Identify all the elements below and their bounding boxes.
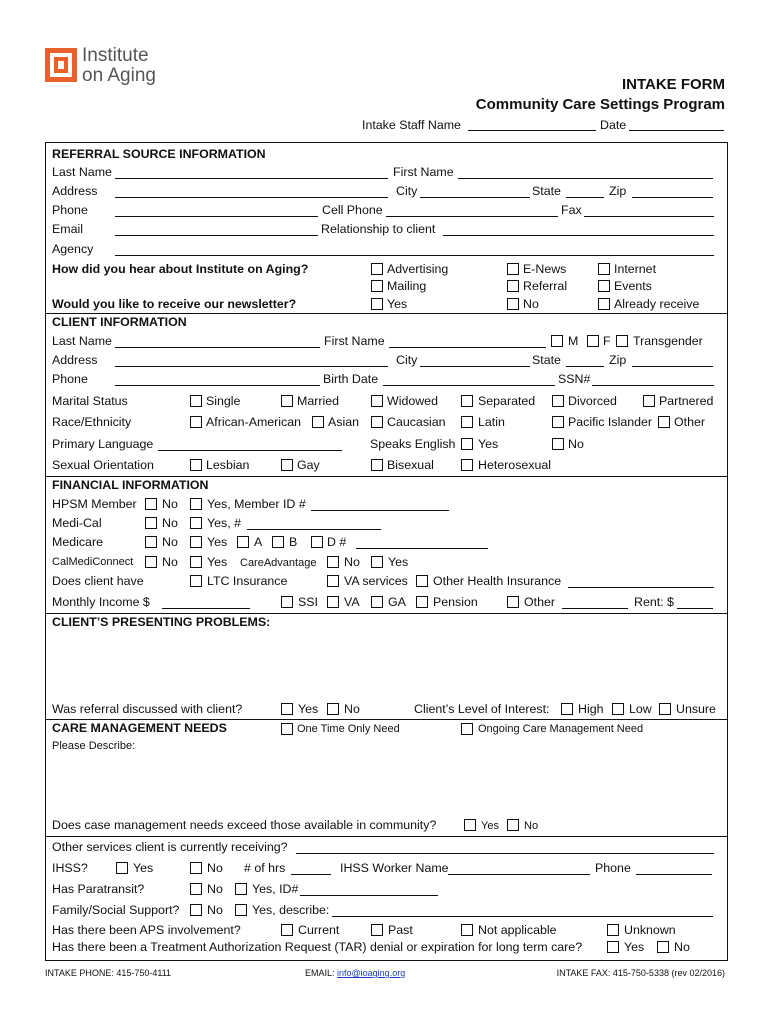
- referral-heading: REFERRAL SOURCE INFORMATION: [52, 147, 266, 161]
- enews-checkbox[interactable]: [507, 263, 519, 275]
- family-describe-field[interactable]: [332, 916, 713, 917]
- problems-heading: CLIENT’S PRESENTING PROBLEMS:: [52, 615, 271, 629]
- medicare-d-field[interactable]: [356, 548, 488, 549]
- client-state-field[interactable]: [566, 366, 604, 367]
- member-id-field[interactable]: [311, 510, 449, 511]
- divider: [46, 476, 727, 477]
- lesbian-label: Lesbian: [206, 458, 250, 472]
- rent-label: Rent: $: [634, 595, 674, 609]
- hpsm-yes-checkbox[interactable]: [190, 498, 202, 510]
- newsletter-no-label: No: [523, 297, 539, 311]
- tar-no-checkbox[interactable]: [657, 941, 669, 953]
- ref-fax-field[interactable]: [584, 216, 714, 217]
- interest-unsure-checkbox[interactable]: [659, 703, 671, 715]
- ga-checkbox[interactable]: [371, 596, 383, 608]
- footer-phone: INTAKE PHONE: 415-750-4111: [45, 968, 172, 978]
- separated-label: Separated: [478, 394, 536, 408]
- bisexual-label: Bisexual: [387, 458, 434, 472]
- aps-na-checkbox[interactable]: [461, 924, 473, 936]
- ref-relationship-label: Relationship to client: [321, 222, 436, 236]
- rent-field[interactable]: [677, 608, 713, 609]
- medicare-label: Medicare: [52, 535, 103, 549]
- family-no-checkbox[interactable]: [190, 904, 202, 916]
- calmedi-no-checkbox[interactable]: [145, 556, 157, 568]
- tar-question: Has there been a Treatment Authorization Request (TAR) denial or expiration for long term care?: [52, 940, 583, 954]
- mailing-checkbox[interactable]: [371, 280, 383, 292]
- client-phone-label: Phone: [52, 372, 88, 386]
- gay-checkbox[interactable]: [281, 459, 293, 471]
- interest-label: Client’s Level of Interest:: [414, 702, 550, 716]
- language-field[interactable]: [158, 450, 342, 451]
- footer-email-link[interactable]: info@ioaging.org: [337, 968, 406, 978]
- other-insurance-field[interactable]: [568, 587, 714, 588]
- language-label: Primary Language: [52, 437, 154, 451]
- ref-city-field[interactable]: [420, 197, 530, 198]
- discussed-yes-label: Yes: [298, 702, 319, 716]
- income-label: Monthly Income $: [52, 595, 150, 609]
- african-checkbox[interactable]: [190, 416, 202, 428]
- medicare-b-label: B: [289, 535, 298, 549]
- ref-state-field[interactable]: [566, 197, 604, 198]
- calmedi-no-label: No: [162, 555, 178, 569]
- one-time-label: One Time Only Need: [297, 723, 400, 735]
- gender-f-checkbox[interactable]: [587, 335, 599, 347]
- ref-email-label: Email: [52, 222, 83, 236]
- events-checkbox[interactable]: [598, 280, 610, 292]
- divider: [46, 613, 727, 614]
- married-checkbox[interactable]: [281, 395, 293, 407]
- family-yes-checkbox[interactable]: [235, 904, 247, 916]
- advertising-checkbox[interactable]: [371, 263, 383, 275]
- medical-yes-checkbox[interactable]: [190, 517, 202, 529]
- other-insurance-label: Other Health Insurance: [433, 574, 562, 588]
- newsletter-already-checkbox[interactable]: [598, 298, 610, 310]
- client-last-name-label: Last Name: [52, 334, 112, 348]
- ihss-no-label: No: [207, 861, 223, 875]
- ga-label: GA: [388, 595, 406, 609]
- calmedi-label: CalMediConnect: [52, 556, 134, 568]
- paratransit-yes-checkbox[interactable]: [235, 883, 247, 895]
- medical-no-checkbox[interactable]: [145, 517, 157, 529]
- exceed-yes-checkbox[interactable]: [464, 819, 476, 831]
- exceed-no-label: No: [524, 820, 539, 832]
- family-yes-label: Yes, describe:: [252, 903, 330, 917]
- race-other-label: Other: [674, 415, 705, 429]
- hetero-checkbox[interactable]: [461, 459, 473, 471]
- pacific-checkbox[interactable]: [552, 416, 564, 428]
- referral-label: Referral: [523, 279, 568, 293]
- worker-name-label: IHSS Worker Name: [340, 861, 449, 875]
- ssi-label: SSI: [298, 595, 318, 609]
- aps-past-label: Past: [388, 923, 413, 937]
- client-zip-field[interactable]: [632, 366, 713, 367]
- client-city-field[interactable]: [420, 366, 530, 367]
- aps-question: Has there been APS involvement?: [52, 923, 241, 937]
- client-phone-field[interactable]: [115, 385, 320, 386]
- client-last-name-field[interactable]: [115, 347, 320, 348]
- divider: [46, 313, 727, 314]
- client-zip-label: Zip: [609, 353, 627, 367]
- medicare-b-checkbox[interactable]: [272, 536, 284, 548]
- mailing-label: Mailing: [387, 279, 427, 293]
- separated-checkbox[interactable]: [461, 395, 473, 407]
- form-title: INTAKE FORM: [621, 76, 725, 93]
- divider: [46, 719, 727, 720]
- hpsm-label: HPSM Member: [52, 497, 137, 511]
- logo-text-line2: on Aging: [82, 65, 156, 86]
- hetero-label: Heterosexual: [478, 458, 552, 472]
- events-label: Events: [614, 279, 652, 293]
- tar-no-label: No: [674, 940, 690, 954]
- va-checkbox[interactable]: [327, 596, 339, 608]
- careadvantage-yes-checkbox[interactable]: [371, 556, 383, 568]
- va-label: VA: [344, 595, 360, 609]
- other-services-question: Other services client is currently receiving?: [52, 840, 288, 854]
- ref-agency-label: Agency: [52, 242, 94, 256]
- gay-label: Gay: [297, 458, 320, 472]
- partnered-checkbox[interactable]: [643, 395, 655, 407]
- ihss-no-checkbox[interactable]: [190, 862, 202, 874]
- aps-unknown-checkbox[interactable]: [607, 924, 619, 936]
- gender-m-checkbox[interactable]: [551, 335, 563, 347]
- calmedi-yes-checkbox[interactable]: [190, 556, 202, 568]
- discussed-no-checkbox[interactable]: [327, 703, 339, 715]
- newsletter-question: Would you like to receive our newsletter?: [52, 297, 297, 311]
- race-label: Race/Ethnicity: [52, 415, 132, 429]
- exceed-question: Does case management needs exceed those available in community?: [52, 818, 437, 832]
- date-field[interactable]: [629, 130, 724, 131]
- divorced-checkbox[interactable]: [552, 395, 564, 407]
- marital-label: Marital Status: [52, 394, 128, 408]
- speaks-english-label: Speaks English: [370, 437, 456, 451]
- latin-label: Latin: [478, 415, 505, 429]
- enews-label: E-News: [523, 262, 567, 276]
- worker-name-field[interactable]: [448, 874, 590, 875]
- interest-low-label: Low: [629, 702, 652, 716]
- tar-yes-checkbox[interactable]: [607, 941, 619, 953]
- discussed-no-label: No: [344, 702, 360, 716]
- widowed-checkbox[interactable]: [371, 395, 383, 407]
- interest-high-label: High: [578, 702, 604, 716]
- english-yes-checkbox[interactable]: [461, 438, 473, 450]
- newsletter-no-checkbox[interactable]: [507, 298, 519, 310]
- footer-fax: INTAKE FAX: 415-750-5338 (rev 02/2016): [556, 968, 725, 978]
- family-no-label: No: [207, 903, 223, 917]
- discussed-question: Was referral discussed with client?: [52, 702, 243, 716]
- medical-yes-label: Yes, #: [207, 516, 241, 530]
- paratransit-no-checkbox[interactable]: [190, 883, 202, 895]
- caucasian-label: Caucasian: [387, 415, 446, 429]
- ref-phone-field[interactable]: [115, 216, 318, 217]
- ref-first-name-field[interactable]: [458, 178, 713, 179]
- care-describe-area[interactable]: [52, 756, 712, 814]
- date-label: Date: [600, 118, 627, 132]
- client-heading: CLIENT INFORMATION: [52, 315, 187, 329]
- ref-first-name-label: First Name: [393, 165, 454, 179]
- problems-area[interactable]: [52, 632, 712, 698]
- ref-phone-label: Phone: [52, 203, 88, 217]
- ref-zip-label: Zip: [609, 184, 627, 198]
- ref-last-name-label: Last Name: [52, 165, 112, 179]
- how-hear-question: How did you hear about Institute on Aging?: [52, 262, 309, 276]
- ref-address-field[interactable]: [115, 197, 388, 198]
- english-no-checkbox[interactable]: [552, 438, 564, 450]
- medicare-a-label: A: [254, 535, 263, 549]
- paratransit-no-label: No: [207, 882, 223, 896]
- paratransit-yes-label: Yes, ID#: [252, 882, 299, 896]
- tar-yes-label: Yes: [624, 940, 645, 954]
- income-other-label: Other: [524, 595, 555, 609]
- gender-f-label: F: [603, 334, 611, 348]
- discussed-yes-checkbox[interactable]: [281, 703, 293, 715]
- birth-date-field[interactable]: [383, 385, 555, 386]
- hpsm-no-checkbox[interactable]: [145, 498, 157, 510]
- caucasian-checkbox[interactable]: [371, 416, 383, 428]
- gender-transgender-label: Transgender: [633, 334, 703, 348]
- financial-heading: FINANCIAL INFORMATION: [52, 478, 209, 492]
- divider: [46, 836, 727, 837]
- married-label: Married: [297, 394, 339, 408]
- logo-text-line1: Institute: [82, 45, 149, 66]
- ssn-field[interactable]: [592, 385, 714, 386]
- ref-state-label: State: [532, 184, 561, 198]
- english-yes-label: Yes: [478, 437, 499, 451]
- aps-unknown-label: Unknown: [624, 923, 676, 937]
- aps-past-checkbox[interactable]: [371, 924, 383, 936]
- hpsm-yes-label: Yes, Member ID #: [207, 497, 306, 511]
- english-no-label: No: [568, 437, 584, 451]
- income-field[interactable]: [162, 608, 250, 609]
- client-address-field[interactable]: [115, 366, 388, 367]
- one-time-checkbox[interactable]: [281, 723, 293, 735]
- careadvantage-no-label: No: [344, 555, 360, 569]
- ref-cell-label: Cell Phone: [322, 203, 383, 217]
- medical-label: Medi-Cal: [52, 516, 102, 530]
- va-services-checkbox[interactable]: [327, 575, 339, 587]
- single-checkbox[interactable]: [190, 395, 202, 407]
- medical-no-label: No: [162, 516, 178, 530]
- worker-phone-label: Phone: [595, 861, 631, 875]
- aps-na-label: Not applicable: [478, 923, 557, 937]
- medicare-d-checkbox[interactable]: [311, 536, 323, 548]
- interest-unsure-label: Unsure: [676, 702, 716, 716]
- ref-address-label: Address: [52, 184, 98, 198]
- other-insurance-checkbox[interactable]: [416, 575, 428, 587]
- ongoing-checkbox[interactable]: [461, 723, 473, 735]
- newsletter-yes-checkbox[interactable]: [371, 298, 383, 310]
- ongoing-label: Ongoing Care Management Need: [478, 723, 644, 735]
- income-other-field[interactable]: [562, 608, 628, 609]
- ihss-yes-label: Yes: [133, 861, 154, 875]
- ref-last-name-field[interactable]: [115, 178, 388, 179]
- exceed-yes-label: Yes: [481, 820, 499, 832]
- african-label: African-American: [206, 415, 302, 429]
- bisexual-checkbox[interactable]: [371, 459, 383, 471]
- ssi-checkbox[interactable]: [281, 596, 293, 608]
- divorced-label: Divorced: [568, 394, 617, 408]
- client-first-name-field[interactable]: [389, 347, 546, 348]
- gender-transgender-checkbox[interactable]: [616, 335, 628, 347]
- asian-label: Asian: [328, 415, 359, 429]
- hpsm-no-label: No: [162, 497, 178, 511]
- footer-email-label: EMAIL:: [305, 968, 338, 978]
- widowed-label: Widowed: [387, 394, 438, 408]
- orientation-label: Sexual Orientation: [52, 458, 154, 472]
- internet-label: Internet: [614, 262, 657, 276]
- medicare-no-label: No: [162, 535, 178, 549]
- client-state-label: State: [532, 353, 561, 367]
- paratransit-label: Has Paratransit?: [52, 882, 145, 896]
- interest-high-checkbox[interactable]: [561, 703, 573, 715]
- client-have-label: Does client have: [52, 574, 144, 588]
- partnered-label: Partnered: [659, 394, 714, 408]
- intake-staff-field[interactable]: [468, 130, 596, 131]
- ltc-label: LTC Insurance: [207, 574, 288, 588]
- ltc-checkbox[interactable]: [190, 575, 202, 587]
- race-other-checkbox[interactable]: [658, 416, 670, 428]
- birth-date-label: Birth Date: [323, 372, 379, 386]
- careadvantage-no-checkbox[interactable]: [327, 556, 339, 568]
- medicare-a-checkbox[interactable]: [237, 536, 249, 548]
- careadvantage-yes-label: Yes: [388, 555, 409, 569]
- aps-current-label: Current: [298, 923, 340, 937]
- hrs-label: # of hrs: [244, 861, 286, 875]
- gender-m-label: M: [568, 334, 579, 348]
- ref-relationship-field[interactable]: [443, 235, 714, 236]
- client-first-name-label: First Name: [324, 334, 385, 348]
- medicare-no-checkbox[interactable]: [145, 536, 157, 548]
- newsletter-yes-label: Yes: [387, 297, 408, 311]
- interest-low-checkbox[interactable]: [612, 703, 624, 715]
- ref-agency-field[interactable]: [115, 255, 714, 256]
- medicare-d-label: D #: [327, 535, 347, 549]
- care-heading: CARE MANAGEMENT NEEDS: [52, 721, 227, 735]
- lesbian-checkbox[interactable]: [190, 459, 202, 471]
- ref-city-label: City: [396, 184, 418, 198]
- family-label: Family/Social Support?: [52, 903, 180, 917]
- aps-current-checkbox[interactable]: [281, 924, 293, 936]
- exceed-no-checkbox[interactable]: [507, 819, 519, 831]
- internet-checkbox[interactable]: [598, 263, 610, 275]
- medicare-yes-label: Yes: [207, 535, 228, 549]
- form-subtitle: Community Care Settings Program: [475, 96, 725, 113]
- ref-zip-field[interactable]: [632, 197, 713, 198]
- income-other-checkbox[interactable]: [507, 596, 519, 608]
- ssn-label: SSN#: [558, 372, 591, 386]
- paratransit-id-field[interactable]: [300, 895, 438, 896]
- pension-checkbox[interactable]: [416, 596, 428, 608]
- worker-phone-field[interactable]: [636, 874, 712, 875]
- newsletter-already-label: Already receive: [614, 297, 700, 311]
- medical-number-field[interactable]: [247, 529, 381, 530]
- referral-checkbox[interactable]: [507, 280, 519, 292]
- client-address-label: Address: [52, 353, 98, 367]
- describe-label: Please Describe:: [52, 740, 136, 752]
- pension-label: Pension: [433, 595, 478, 609]
- advertising-label: Advertising: [387, 262, 449, 276]
- client-city-label: City: [396, 353, 418, 367]
- ihss-label: IHSS?: [52, 861, 88, 875]
- pacific-label: Pacific Islander: [568, 415, 653, 429]
- hrs-field[interactable]: [291, 874, 331, 875]
- calmedi-yes-label: Yes: [207, 555, 228, 569]
- careadvantage-label: CareAdvantage: [240, 557, 317, 569]
- ref-email-field[interactable]: [115, 235, 318, 236]
- ref-fax-label: Fax: [561, 203, 582, 217]
- other-services-field[interactable]: [296, 853, 714, 854]
- medicare-yes-checkbox[interactable]: [190, 536, 202, 548]
- footer-email: [305, 966, 405, 981]
- ref-cell-field[interactable]: [386, 216, 558, 217]
- va-services-label: VA services: [344, 574, 408, 588]
- asian-checkbox[interactable]: [312, 416, 324, 428]
- latin-checkbox[interactable]: [461, 416, 473, 428]
- logo-mark: [45, 48, 77, 82]
- ihss-yes-checkbox[interactable]: [116, 862, 128, 874]
- single-label: Single: [206, 394, 241, 408]
- intake-staff-label: Intake Staff Name: [362, 118, 461, 132]
